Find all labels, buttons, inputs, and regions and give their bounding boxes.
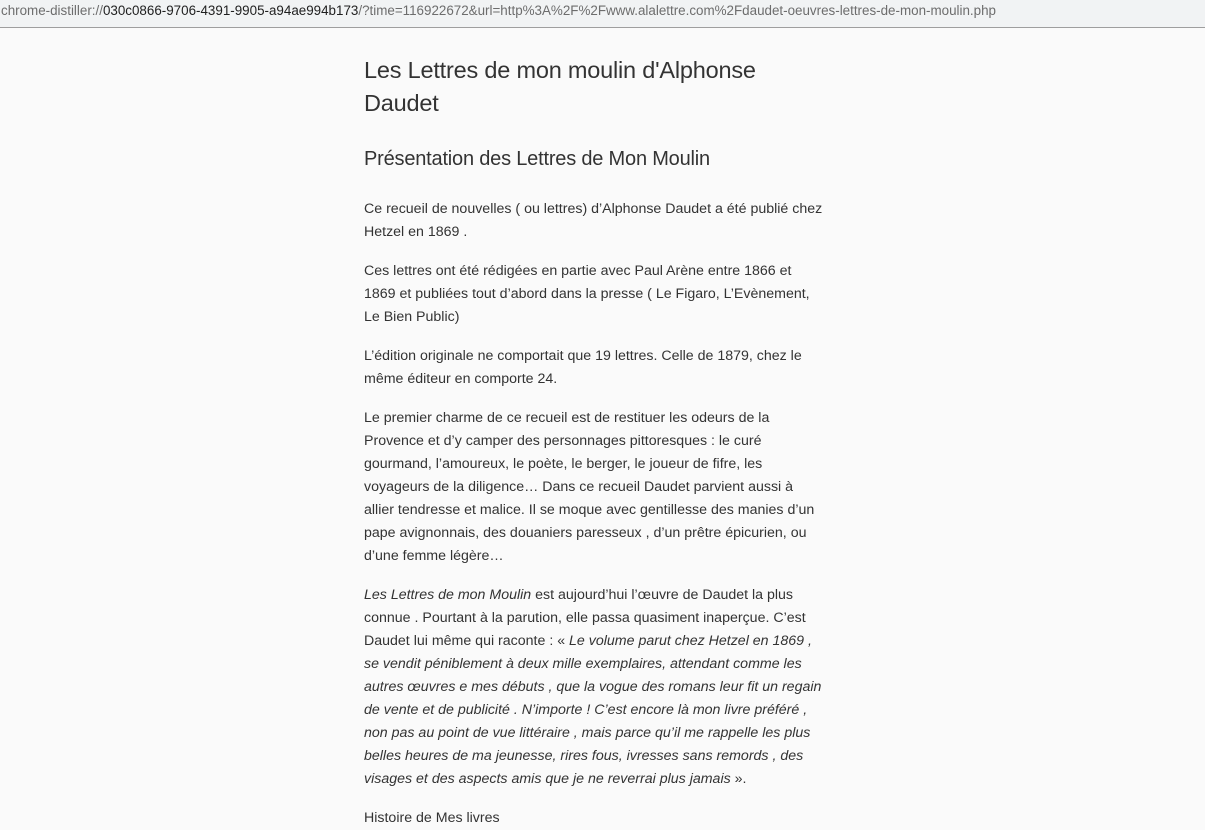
paragraph-charm: Le premier charme de ce recueil est de restituer les odeurs de la Provence et d’y camper des personnages pittoresques : le curé gourmand, l’amoureux, le poète, le berger, le joueur de fifre, les voyageurs de la diligence… Dans ce recueil Daudet parvient aussi à allier tendresse et malice. Il se moque avec gentillesse des manies d’un pape avignonnais, des douaniers paresseux , d’un prêtre épicurien, ou d’une femme légère… — [364, 410, 815, 564]
url-path: /?time=116922672&url=http%3A%2F%2Fwww.alalettre.com%2Fdaudet-oeuvres-lettres-de-mon-moulin.php — [358, 3, 996, 18]
article-content — [364, 54, 826, 830]
book-title: Les Lettres de mon Moulin — [364, 587, 532, 603]
paragraph-edition: L’édition originale ne comportait que 19 lettres. Celle de 1879, chez le même éditeur en comporte 24. — [364, 348, 802, 387]
url-scheme: chrome-distiller:// — [1, 3, 103, 18]
paragraph-publication: Ce recueil de nouvelles ( ou lettres) d’Alphonse Daudet a été publié chez Hetzel en 1869 . — [364, 201, 823, 240]
address-bar[interactable] — [0, 0, 1205, 28]
quote-closing: ». — [730, 771, 747, 787]
url-host: 030c0866-9706-4391-9905-a94ae994b173 — [102, 3, 359, 18]
quote-intro: est aujourd’hui l’œuvre de Daudet la plus connue . Pourtant à la parution, elle passa quasiment inaperçue. C’est Daudet lui même qui raconte : « — [364, 587, 806, 649]
paragraph-redaction: Ces lettres ont été rédigées en partie avec Paul Arène entre 1866 et 1869 et publiées tout d’abord dans la presse ( Le Figaro, L’Evènement, Le Bien Public) — [364, 263, 810, 325]
page-title: Les Lettres de mon moulin d'Alphonse Daudet — [364, 57, 756, 116]
daudet-quote: Le volume parut chez Hetzel en 1869 , se vendit péniblement à deux mille exemplaires, attendant comme les autres œuvres e mes débuts , que la vogue des romans leur fit un regain de vente et de publicité . N’importe ! C’est encore là mon livre préféré , non pas au point de vue littéraire , mais parce qu’il me rappelle les plus belles heures de ma jeunesse, rires fous, ivresses sans remords , des visages et des aspects amis que je ne reverrai plus jamais — [364, 633, 822, 787]
paragraph-quote — [364, 584, 826, 791]
paragraph-histoire: Histoire de Mes livres — [364, 810, 500, 826]
section-heading: Présentation des Lettres de Mon Moulin — [364, 148, 710, 170]
